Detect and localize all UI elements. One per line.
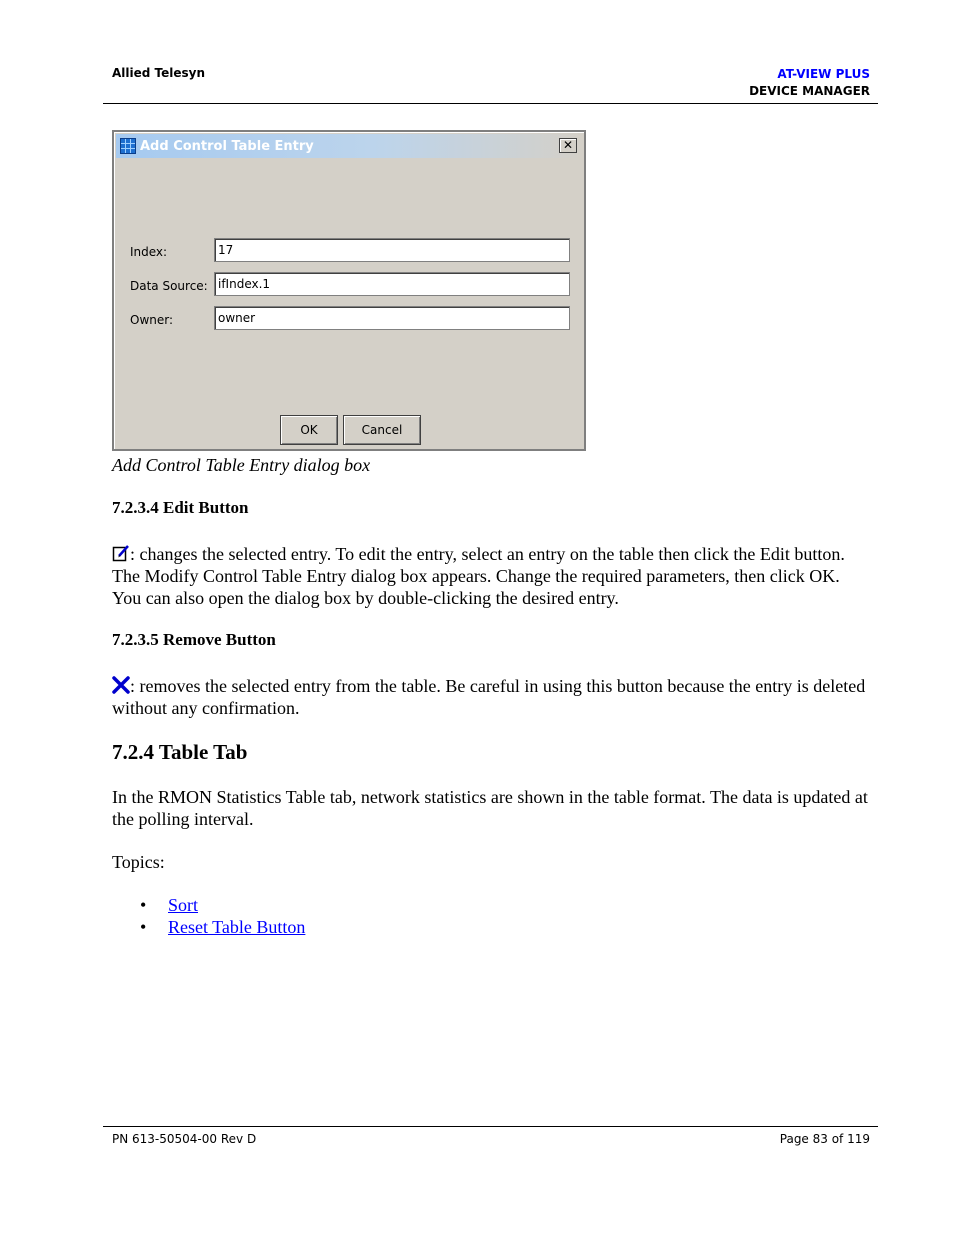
ok-button[interactable]: OK — [280, 415, 338, 445]
remove-x-icon — [112, 676, 130, 694]
table-tab-description: In the RMON Statistics Table tab, network statistics are shown in the table format. The data is updated at the polling interval. — [112, 787, 868, 829]
page-number: Page 83 of 119 — [779, 1132, 870, 1146]
index-field[interactable]: 17 — [214, 238, 570, 262]
doc-header-right — [749, 66, 870, 100]
grid-icon — [120, 138, 136, 154]
close-button[interactable]: ✕ — [559, 138, 577, 153]
section-name: DEVICE MANAGER — [749, 84, 870, 98]
edit-button-text: : changes the selected entry. To edit the entry, select an entry on the table then click the Edit button. The Modify Control Table Entry dialog box appears. Change the required parameters, then click OK. You can also open the dialog box by double-clicking the desired entry. — [112, 544, 845, 608]
edit-button-heading: 7.2.3.4 Edit Button — [112, 498, 249, 517]
reset-table-button-link[interactable]: Reset Table Button — [168, 917, 306, 937]
add-control-table-entry-dialog — [112, 130, 586, 451]
data-source-label: Data Source: — [130, 279, 208, 293]
part-number: PN 613-50504-00 Rev D — [112, 1132, 257, 1146]
dialog-titlebar — [116, 134, 582, 158]
table-tab-heading: 7.2.4 Table Tab — [112, 740, 248, 764]
edit-button-description — [112, 543, 872, 609]
owner-label: Owner: — [130, 313, 174, 327]
remove-button-description — [112, 675, 872, 719]
bullet: • — [140, 895, 147, 915]
figure-caption: Add Control Table Entry dialog box — [112, 455, 371, 475]
sort-link[interactable]: Sort — [168, 895, 199, 915]
footer-rule — [103, 1126, 878, 1127]
header-rule — [103, 103, 878, 104]
dialog-title: Add Control Table Entry — [140, 139, 314, 154]
remove-button-heading: 7.2.3.5 Remove Button — [112, 630, 276, 649]
topics-label: Topics: — [112, 852, 165, 872]
edit-icon — [112, 544, 130, 562]
index-label: Index: — [130, 245, 168, 259]
remove-button-text: : removes the selected entry from the table. Be careful in using this button because the entry is deleted without any confirmation. — [112, 676, 866, 718]
bullet: • — [140, 917, 147, 937]
cancel-button[interactable]: Cancel — [343, 415, 421, 445]
company-name: Allied Telesyn — [112, 66, 206, 80]
data-source-field[interactable]: ifIndex.1 — [214, 272, 570, 296]
product-name: AT-VIEW PLUS — [777, 67, 870, 81]
owner-field[interactable]: owner — [214, 306, 570, 330]
